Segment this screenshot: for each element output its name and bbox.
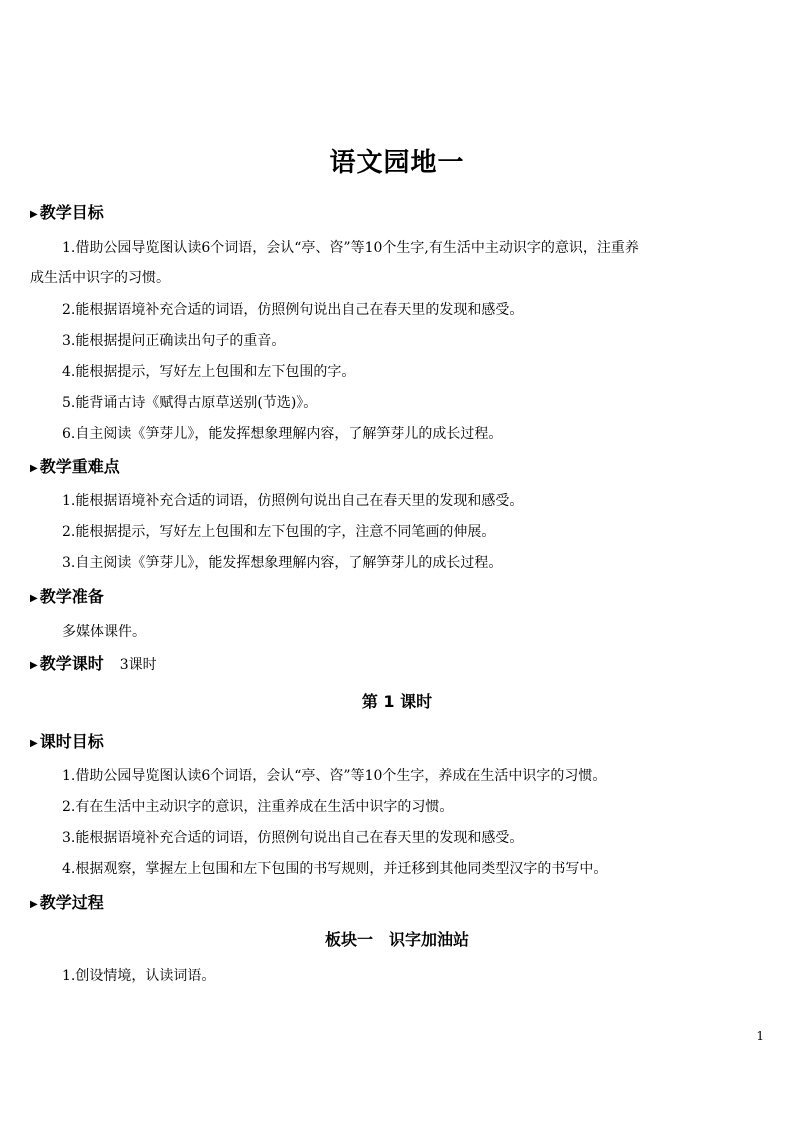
key-point-item: 1.能根据语境补充合适的词语，仿照例句说出自己在春天里的发现和感受。 — [62, 493, 524, 509]
lesson-title: 第 1 课时 — [361, 692, 433, 711]
triangle-marker-icon: ▶ — [30, 593, 38, 604]
heading-label: 教学目标 — [39, 203, 104, 222]
goal-item: 5.能背诵古诗《赋得古原草送别(节选)》。 — [62, 395, 318, 411]
block-title: 板块一 识字加油站 — [324, 930, 469, 949]
goal-item: 6.自主阅读《笋芽儿》，能发挥想象理解内容，了解笋芽儿的成长过程。 — [62, 426, 503, 442]
lesson-goal-item: 3.能根据语境补充合适的词语，仿照例句说出自己在春天里的发现和感受。 — [62, 830, 524, 846]
hours-value: 3课时 — [119, 657, 157, 673]
section-heading-process — [30, 893, 104, 915]
lesson-goal-item: 1.借助公园导览图认读6个词语，会认“亭、咨”等10个生字，养成在生活中识字的习惯。 — [62, 768, 607, 784]
section-heading-hours — [30, 654, 157, 676]
triangle-marker-icon: ▶ — [30, 660, 38, 671]
goal-item-continuation: 成生活中识字的习惯。 — [30, 270, 170, 286]
goal-item: 4.能根据提示，写好左上包围和左下包围的字。 — [62, 364, 356, 380]
goal-item: 3.能根据提问正确读出句子的重音。 — [62, 333, 286, 349]
section-heading-lesson-goals — [30, 732, 104, 754]
process-item: 1.创设情境，认读词语。 — [62, 968, 216, 984]
lesson-goal-item: 4.根据观察，掌握左上包围和左下包围的书写规则，并迁移到其他同类型汉字的书写中。 — [62, 861, 608, 877]
goal-item: 1.借助公园导览图认读6个词语，会认“亭、咨”等10个生字,有生活中主动识字的意识，注重养 — [62, 240, 639, 256]
heading-label: 教学课时 — [39, 654, 104, 673]
prep-text: 多媒体课件。 — [62, 624, 146, 640]
heading-label: 教学准备 — [39, 587, 104, 606]
heading-label: 教学重难点 — [39, 457, 120, 476]
heading-label: 课时目标 — [39, 732, 104, 751]
key-point-item: 2.能根据提示，写好左上包围和左下包围的字，注意不同笔画的伸展。 — [62, 524, 496, 540]
goal-item: 2.能根据语境补充合适的词语，仿照例句说出自己在春天里的发现和感受。 — [62, 302, 524, 318]
section-heading-goals — [30, 203, 104, 225]
key-point-item: 3.自主阅读《笋芽儿》，能发挥想象理解内容，了解笋芽儿的成长过程。 — [62, 555, 503, 571]
heading-label: 教学过程 — [39, 893, 104, 912]
triangle-marker-icon: ▶ — [30, 899, 38, 910]
page-number: 1 — [756, 1029, 764, 1043]
triangle-marker-icon: ▶ — [30, 738, 38, 749]
section-heading-prep — [30, 587, 104, 609]
lesson-goal-item: 2.有在生活中主动识字的意识，注重养成在生活中识字的习惯。 — [62, 799, 454, 815]
section-heading-key-points — [30, 457, 120, 479]
document-title: 语文园地一 — [329, 148, 465, 178]
triangle-marker-icon: ▶ — [30, 209, 38, 220]
triangle-marker-icon: ▶ — [30, 463, 38, 474]
